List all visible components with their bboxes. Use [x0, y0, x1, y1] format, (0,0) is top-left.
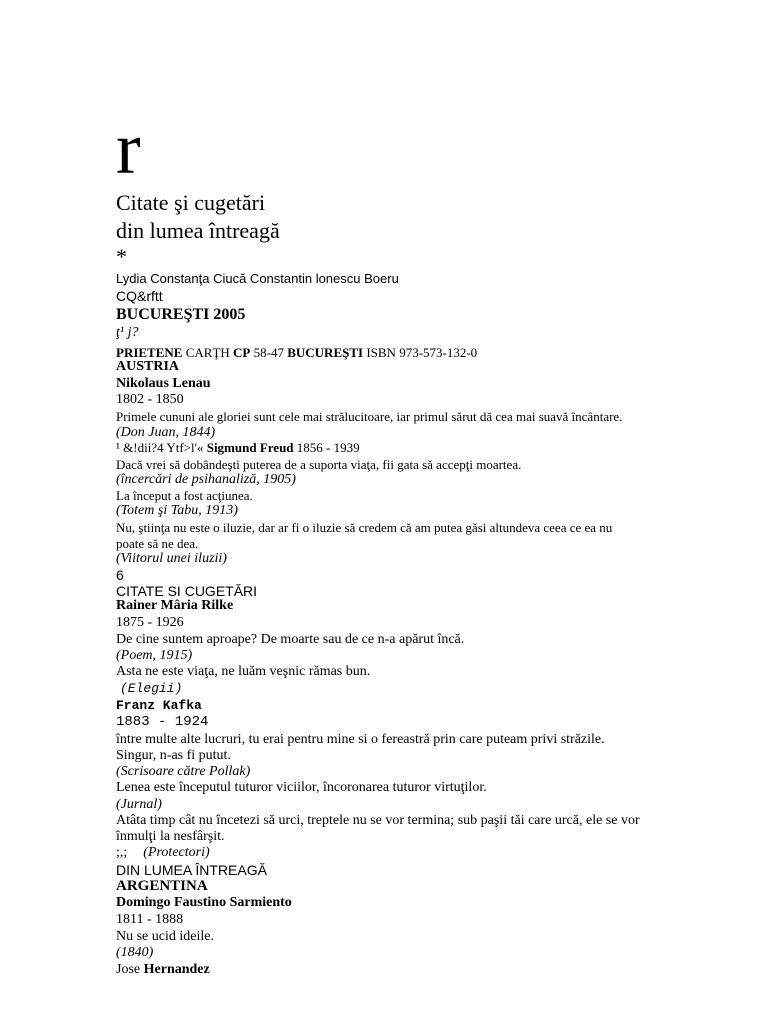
title-glyph: r — [116, 108, 141, 190]
book-title-line1: Citate şi cugetări — [116, 190, 266, 215]
author-name: Domingo Faustino Sarmiento — [116, 895, 292, 910]
author-dates: 1875 - 1926 — [116, 615, 184, 630]
author-name: Franz Kafka — [116, 698, 202, 713]
garbled-prefix: ¹ &!dii?4 Ytf>l'« — [116, 440, 207, 455]
quote-source: (Jurnal) — [116, 797, 162, 812]
running-head: DIN LUMEA ÎNTREAGĂ — [116, 862, 267, 878]
page-number: 6 — [116, 567, 124, 583]
publisher-text: 58-47 — [250, 345, 288, 360]
publisher-city: BUCUREŞTI — [287, 345, 364, 360]
quote-text: între multe alte lucruri, tu erai pentru mine si o fereastră prin care puteam privi străzile. — [116, 732, 605, 747]
book-title-line2: din lumea întreagă — [116, 218, 280, 243]
author-dates: 1811 - 1888 — [116, 912, 184, 927]
quote-text: De cine suntem aproape? De moarte sau de ce n-a apărut încă. — [116, 632, 465, 647]
title-asterisk: * — [116, 244, 127, 269]
author-dates: 1802 - 1850 — [116, 392, 184, 407]
quote-source: (Scrisoare către Pollak) — [116, 764, 251, 779]
author-name: Nikolaus Lenau — [116, 376, 211, 391]
quote-text: Singur, n-as fi putut. — [116, 748, 231, 763]
quote-text: Dacă vrei să dobândeşti puterea de a suporta viaţa, fii gata să accepţi moartea. — [116, 457, 522, 472]
quote-text: Asta ne este viaţa, ne luăm veşnic rămas bun. — [116, 664, 371, 679]
running-head: CITATE SI CUGETĂRI — [116, 583, 258, 599]
quote-text: poate să ne dea. — [116, 536, 199, 551]
author-name: Rainer Mâria Rilke — [116, 598, 234, 613]
garbled-text: ţ¹ j? — [116, 325, 139, 340]
quote-text: Primele cununi ale gloriei sunt cele mai strălucitoare, iar primul sărut dă cea mai suavă încântare. — [116, 409, 623, 424]
quote-text: Nu, ştiinţa nu este o iluzie, dar ar fi o iluzie să credem că am putea găsi altundeva ceea ce ea nu — [116, 520, 613, 535]
quote-text: înmulţi la nesfârşit. — [116, 829, 225, 844]
quote-text: Lenea este începutul tuturor viciilor, încoronarea tuturor virtuţilor. — [116, 780, 487, 795]
country-heading: AUSTRIA — [116, 359, 180, 374]
quote-source: (1840) — [116, 945, 154, 960]
quote-source: (Viitorul unei iluzii) — [116, 551, 227, 566]
quote-source: (Poem, 1915) — [116, 648, 193, 663]
quote-source: (Protectori) — [143, 845, 210, 860]
quote-source: (Totem şi Tabu, 1913) — [116, 503, 238, 518]
quote-text: Nu se ucid ideile. — [116, 929, 214, 944]
quote-source-line — [116, 845, 210, 861]
author-dates: 1856 - 1939 — [293, 440, 360, 455]
country-heading: ARGENTINA — [116, 878, 208, 894]
quote-source: (Don Juan, 1844) — [116, 425, 216, 440]
author-line — [116, 962, 210, 978]
quote-source: (Elegii) — [120, 681, 183, 696]
quote-source: (încercări de psihanaliză, 1905) — [116, 472, 296, 487]
publisher-name: PRIETENE — [116, 345, 183, 360]
garbled-text: CQ&rftt — [116, 288, 163, 304]
city-year: BUCUREŞTI 2005 — [116, 306, 246, 323]
author-dates: 1883 - 1924 — [116, 714, 209, 730]
publisher-text: CP — [233, 345, 251, 360]
quote-text: Atâta timp cât nu încetezi să urci, treptele nu se vor termina; sub paşii tăi care urcă, ele se vor — [116, 813, 640, 828]
author-first-name: Jose — [116, 962, 144, 977]
author-last-name: Hernandez — [143, 962, 210, 977]
garbled-prefix: ;,; — [116, 845, 128, 860]
authors-line: Lydia Constanţa Ciucă Constantin lonescu Boeru — [116, 271, 399, 286]
author-line — [116, 440, 360, 456]
author-name: Sigmund Freud — [206, 440, 294, 455]
isbn: ISBN 973-573-132-0 — [363, 345, 478, 360]
publisher-text: CARŢH — [182, 345, 234, 360]
quote-text: La început a fost acţiunea. — [116, 488, 253, 503]
